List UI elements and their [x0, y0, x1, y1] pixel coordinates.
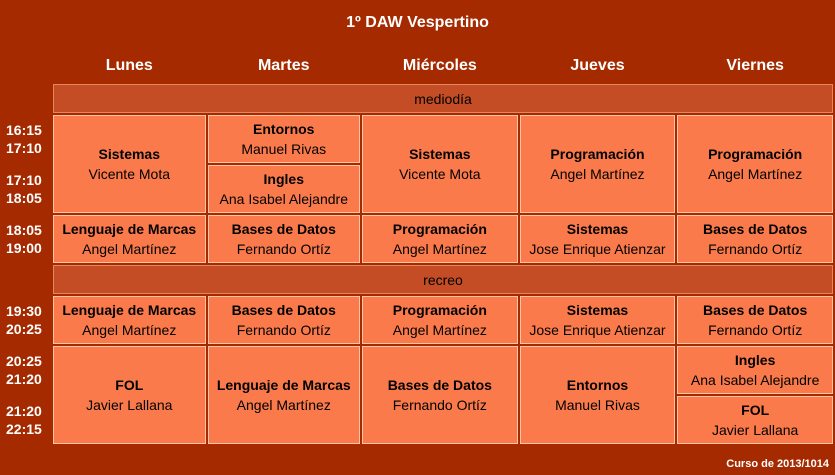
subject: Lenguaje de Marcas [62, 302, 197, 318]
class-cell[interactable] [208, 165, 361, 213]
subject: Programación [392, 302, 487, 318]
class-cell[interactable] [208, 215, 361, 263]
class-cell[interactable] [208, 346, 361, 444]
teacher: Angel Martínez [82, 322, 177, 338]
day-header-viernes: Viernes [726, 57, 784, 74]
class-cell[interactable] [362, 346, 518, 444]
teacher: Angel Martínez [392, 241, 487, 257]
class-cell[interactable] [677, 396, 833, 444]
teacher: Fernando Ortíz [236, 241, 331, 257]
teacher: Angel Martínez [82, 241, 177, 257]
class-cell[interactable] [520, 115, 676, 213]
subject: FOL [741, 402, 770, 418]
teacher: Fernando Ortíz [708, 241, 803, 257]
teacher: Vicente Mota [399, 166, 481, 182]
subject: Programación [392, 221, 487, 237]
subject: Entornos [253, 121, 315, 137]
subject: Programación [708, 146, 803, 162]
class-cell[interactable] [53, 346, 206, 444]
subject: Sistemas [98, 146, 160, 162]
class-cell[interactable] [208, 296, 361, 344]
time-slot-3: 18:05 19:00 [6, 222, 42, 256]
subject: Ingles [734, 352, 776, 368]
class-cell[interactable] [208, 115, 361, 163]
class-cell[interactable] [520, 296, 676, 344]
subject: Bases de Datos [387, 377, 492, 393]
teacher: Jose Enrique Atienzar [529, 241, 666, 257]
teacher: Manuel Rivas [241, 141, 327, 157]
subject: Lenguaje de Marcas [62, 221, 197, 237]
time-slot-4: 19:30 20:25 [6, 303, 42, 337]
teacher: Angel Martínez [550, 166, 645, 182]
day-header-miercoles: Miércoles [402, 57, 477, 74]
subject: Bases de Datos [231, 302, 336, 318]
teacher: Angel Martínez [236, 397, 331, 413]
class-cell[interactable] [677, 346, 833, 394]
time-slot-2: 17:10 18:05 [6, 172, 42, 206]
teacher: Fernando Ortíz [708, 322, 803, 338]
teacher: Javier Lallana [86, 397, 173, 413]
subject: Sistemas [566, 221, 629, 237]
class-cell[interactable] [520, 215, 676, 263]
teacher: Manuel Rivas [555, 397, 640, 413]
teacher: Angel Martínez [708, 166, 803, 182]
teacher: Fernando Ortíz [392, 397, 487, 413]
subject: Ingles [263, 171, 304, 187]
subject: Entornos [566, 377, 629, 393]
time-slot-5: 20:25 21:20 [6, 353, 42, 387]
teacher: Jose Enrique Atienzar [529, 322, 666, 338]
subject: Sistemas [566, 302, 629, 318]
subject: Bases de Datos [703, 221, 808, 237]
class-cell[interactable] [53, 115, 206, 213]
subject: Bases de Datos [231, 221, 336, 237]
page-title: 1º DAW Vespertino [346, 14, 489, 31]
subject: Sistemas [409, 146, 471, 162]
teacher: Ana Isabel Alejandre [219, 191, 348, 207]
teacher: Angel Martínez [392, 322, 487, 338]
subject: FOL [115, 377, 144, 393]
footer-course-year: Curso de 2013/1014 [726, 458, 829, 470]
corner-cell [2, 50, 51, 82]
time-blank [2, 84, 51, 113]
class-cell[interactable] [53, 215, 206, 263]
day-header-lunes: Lunes [105, 57, 153, 74]
teacher: Ana Isabel Alejandre [690, 372, 820, 388]
class-cell[interactable] [362, 215, 518, 263]
subject: Lenguaje de Marcas [216, 377, 351, 393]
class-cell[interactable] [362, 115, 518, 213]
class-cell[interactable] [520, 346, 676, 444]
class-cell[interactable] [677, 115, 833, 213]
break-midday: mediodía [53, 84, 833, 113]
day-header-jueves: Jueves [570, 57, 625, 74]
subject: Bases de Datos [703, 302, 808, 318]
teacher: Fernando Ortíz [236, 322, 331, 338]
class-cell[interactable] [362, 296, 518, 344]
subject: Programación [550, 146, 645, 162]
time-blank [2, 265, 51, 294]
time-slot-6: 21:20 22:15 [6, 403, 42, 437]
class-cell[interactable] [677, 215, 833, 263]
day-header-martes: Martes [257, 57, 310, 74]
class-cell[interactable] [53, 296, 206, 344]
schedule-table [0, 48, 835, 446]
time-slot-1: 16:15 17:10 [6, 122, 42, 156]
break-recess: recreo [53, 265, 833, 294]
class-cell[interactable] [677, 296, 833, 344]
teacher: Vicente Mota [88, 166, 170, 182]
teacher: Javier Lallana [711, 422, 799, 438]
